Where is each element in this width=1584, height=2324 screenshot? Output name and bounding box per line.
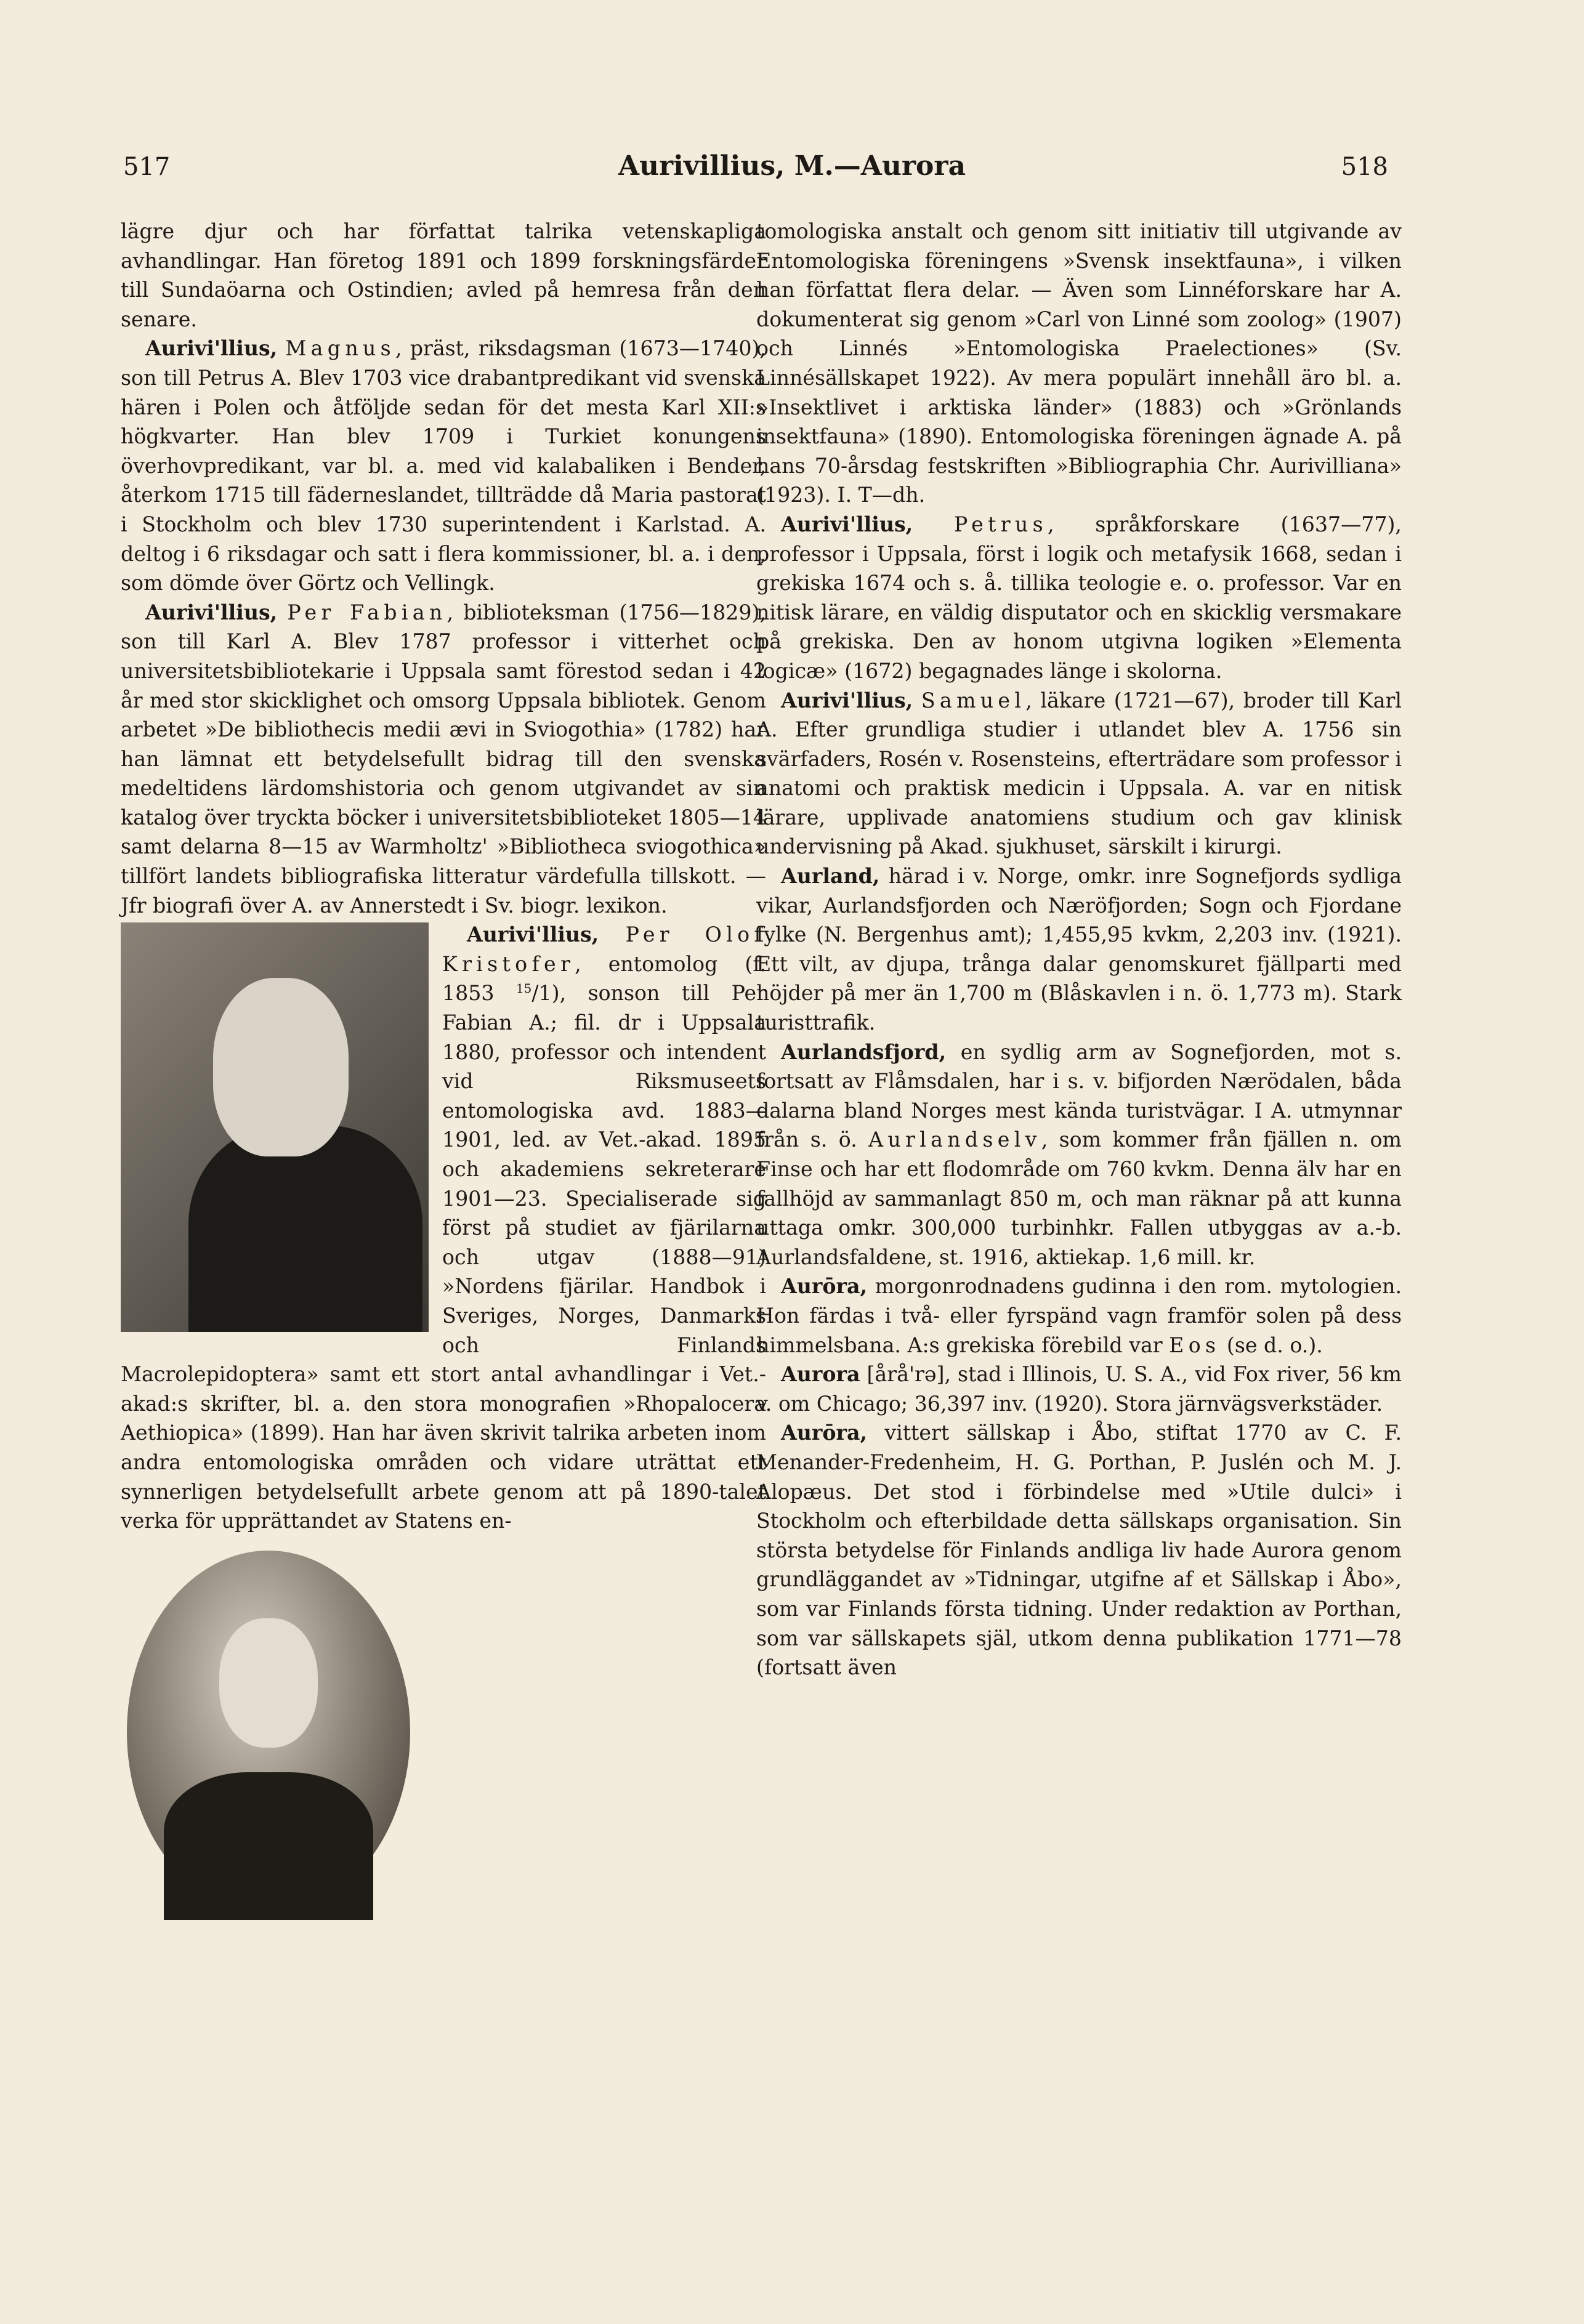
entry-headword: Aurōra,: [781, 1274, 868, 1299]
entry-body: vittert sällskap i Åbo, stiftat 1770 av C. F. Menander-Fredenheim, H. G. Porthan, P. Juslén och M. J. Alopæus. Det stod i förbindelse med »Utile dulci» i Stockholm och efterbildade detta sällskaps organisation. Sin största betydelse för Finlands andliga liv hade Aurora genom grundläggandet av »Tidningar, utgifne af et Sällskap i Åbo», som var Finlands första tidning. Under redaktion av Porthan, som var sällskapets själ, utkom denna publikation 1771—78 (fortsatt även: [756, 1421, 1402, 1680]
portrait-coat: [188, 1126, 422, 1332]
entry-per-fabian: [121, 598, 766, 921]
entry-forename: Per Fabian: [287, 600, 447, 624]
entry-headword: Aurivi'llius,: [467, 922, 599, 947]
portrait-per-olof: [121, 1538, 416, 1926]
entry-body: [årå'rə], stad i Illinois, U. S. A., vid Fox river, 56 km v. om Chicago; 36,397 inv. (1920). Stora järnvägsverkstäder.: [756, 1362, 1402, 1416]
entry-samuel: [756, 686, 1402, 862]
entry-spaced-term: Aurlandselv: [868, 1128, 1041, 1152]
entry-body: /1), sonson till Per Fabian A.; fil. dr i Uppsala 1880, professor och intendent vid Riksmuseets entomologiska avd. 1883—1901, led. av Vet.-akad. 1895 och akademiens sekreterare 1901—23. Specialiserade sig först på studiet av fjärilarna och utgav (1888—91) »Nordens fjärilar. Handbok i Sveriges, Norges, Danmarks och Finlands Macrolepidoptera» samt ett stort antal avhandlingar i Vet.-akad:s skrifter, bl. a. den stora monografien »Rhopalocera Aethiopica» (1899). Han har även skrivit talrika arbeten inom andra entomologiska områden och vidare uträttat ett synnerligen betydelsefullt arbete genom att på 1890-talet verka för upprättandet av Statens en-: [121, 981, 766, 1533]
entry-forename: Per Olof Kristofer: [442, 922, 766, 976]
page-header: [0, 147, 1584, 196]
entry-continuation: tomologiska anstalt och genom sitt initiativ till utgivande av Entomologiska föreningens »Svensk insektfauna», i vilken han författat flera delar. — Även som Linnéforskare har A. dokumenterat sig genom »Carl von Linné som zoolog» (1907) och Linnés »Entomologiska Praelectiones» (Sv. Linnésällskapet 1922). Av mera populärt innehåll äro bl. a. »Insektlivet i arktiska länder» (1883) och »Grönlands insektfauna» (1890). Entomologiska föreningen ägnade A. på hans 70-årsdag festskriften »Bibliographia Chr. Aurivilliana» (1923). I. T—dh.: [756, 219, 1402, 507]
entry-forename: Petrus: [954, 512, 1048, 536]
entry-body: , biblioteksman (1756—1829), son till Karl A. Blev 1787 professor i vitterhet och universitetsbibliotekarie i Uppsala samt förestod sedan i 42 år med stor skicklighet och omsorg Uppsala bibliotek. Genom arbetet »De bibliothecis medii ævi in Sviogothia» (1782) har han lämnat ett betydelsefullt bidrag till den svenska medeltidens lärdomshistoria och genom utgivandet av sin katalog över tryckta böcker i universitetsbiblioteket 1805—14 samt delarna 8—15 av Warmholtz' »Bibliotheca sviogothica» tillfört landets bibliografiska litteratur värdefulla tillskott. — Jfr biografi över A. av Annerstedt i Sv. biogr. lexikon.: [121, 600, 766, 918]
entry-aurlandsfjord: [756, 1038, 1402, 1272]
portrait-coat: [164, 1772, 373, 1920]
entry-spaced-term: Eos: [1169, 1333, 1221, 1357]
right-column: [756, 217, 1402, 1682]
page-number-right: 518: [1341, 153, 1388, 181]
entry-headword: Aurivi'llius,: [145, 600, 278, 624]
portrait-oval: [127, 1551, 410, 1914]
entry-continuation: lägre djur och har författat talrika vetenskapliga avhandlingar. Han företog 1891 och 1899 forskningsfärder till Sundaöarna och Ostindien; avled på hemresa från den senare.: [121, 219, 766, 331]
page-number-left: 517: [123, 153, 171, 181]
entry-headword: Aurivi'llius,: [781, 688, 913, 712]
date-superscript: 15: [515, 982, 532, 996]
left-column: [121, 217, 766, 1930]
entry-aurora-city: [756, 1360, 1402, 1418]
entry-body: , läkare (1721—67), broder till Karl A. Efter grundliga studier i utlandet blev A. 1756 sin svärfaders, Rosén v. Rosensteins, efterträdare som professor i anatomi och praktisk medicin i Uppsala. A. var en nitisk lärare, upplivade anatomiens studium och gav klinisk undervisning på Akad. sjukhuset, särskilt i kirurgi.: [756, 688, 1402, 859]
entry-body: , präst, riksdagsman (1673—1740), son till Petrus A. Blev 1703 vice drabantpredikant vid svenska hären i Polen och åtföljde sedan för det mesta Karl XII:s högkvarter. Han blev 1709 i Turkiet konungens överhovpredikant, var bl. a. med vid kalabaliken i Bender, återkom 1715 till fäderneslandet, tillträdde då Maria pastorat i Stockholm och blev 1730 superintendent i Karlstad. A. deltog i 6 riksdagar och satt i flera kommissioner, bl. a. i den, som dömde över Görtz och Vellingk.: [121, 336, 766, 595]
entry-headword: Aurōra,: [781, 1421, 868, 1445]
entry-forename: Magnus: [285, 336, 396, 361]
entry-headword: Aurora: [781, 1362, 860, 1387]
entry-body: , som kommer från fjällen n. om Finse och har ett flodområde om 760 kvkm. Denna älv har en fallhöjd av sammanlagt 850 m, och man räknar på att kunna uttaga omkr. 300,000 turbinhkr. Fallen utbyggas av a.-b. Aurlandsfaldene, st. 1916, aktiekap. 1,6 mill. kr.: [756, 1128, 1402, 1269]
portrait-face: [219, 1618, 318, 1748]
entry-aurora-society: [756, 1418, 1402, 1682]
entry-body: , entomolog (f. 1853: [442, 951, 766, 1006]
entry-body: (se d. o.).: [1220, 1333, 1323, 1357]
entry-headword: Aurivi'llius,: [781, 512, 913, 536]
entry-headword: Aurivi'llius,: [145, 336, 278, 361]
entry-petrus: [756, 510, 1402, 686]
entry-body: härad i v. Norge, omkr. inre Sognefjords sydliga vikar, Aurlandsfjorden och Næröfjorden; Sogn och Fjordane fylke (N. Bergenhus amt); 1,455,95 kvkm, 2,203 inv. (1921). Ett vilt, av djupa, trånga dalar genomskuret fjällparti med höjder på mer än 1,700 m (Blåskavlen i n. ö. 1,773 m). Stark turisttrafik.: [756, 864, 1402, 1035]
entry-body: en sydlig arm av Sognefjorden, mot s. fortsatt av Flåmsdalen, har i s. v. bifjorden Nærödalen, båda dalarna bland Norges mest kända turistvägar. I A. utmynnar från s. ö.: [756, 1039, 1402, 1152]
entry-magnus: [121, 334, 766, 597]
entry-headword: Aurland,: [781, 864, 880, 889]
entry-headword: Aurlandsfjord,: [781, 1039, 947, 1064]
entry-forename: Samuel: [921, 688, 1026, 712]
portrait-per-fabian: [121, 922, 429, 1332]
entry-body: morgonrodnadens gudinna i den rom. mytologien. Hon färdas i två- eller fyrspänd vagn framför solen på dess himmelsbana. A:s grekiska förebild var: [756, 1274, 1402, 1357]
portrait-head: [213, 978, 349, 1156]
entry-aurora-goddess: [756, 1272, 1402, 1360]
entry-aurland: [756, 861, 1402, 1038]
running-title: Aurivillius, M.—Aurora: [618, 150, 966, 182]
entry-body: , språkforskare (1637—77), professor i Uppsala, först i logik och metafysik 1668, sedan i grekiska 1674 och s. å. tillika teologie e. o. professor. Var en nitisk lärare, en väldig disputator och en skicklig versmakare på grekiska. Den av honom utgivna logiken »Elementa logicæ» (1672) begagnades länge i skolorna.: [756, 512, 1402, 683]
